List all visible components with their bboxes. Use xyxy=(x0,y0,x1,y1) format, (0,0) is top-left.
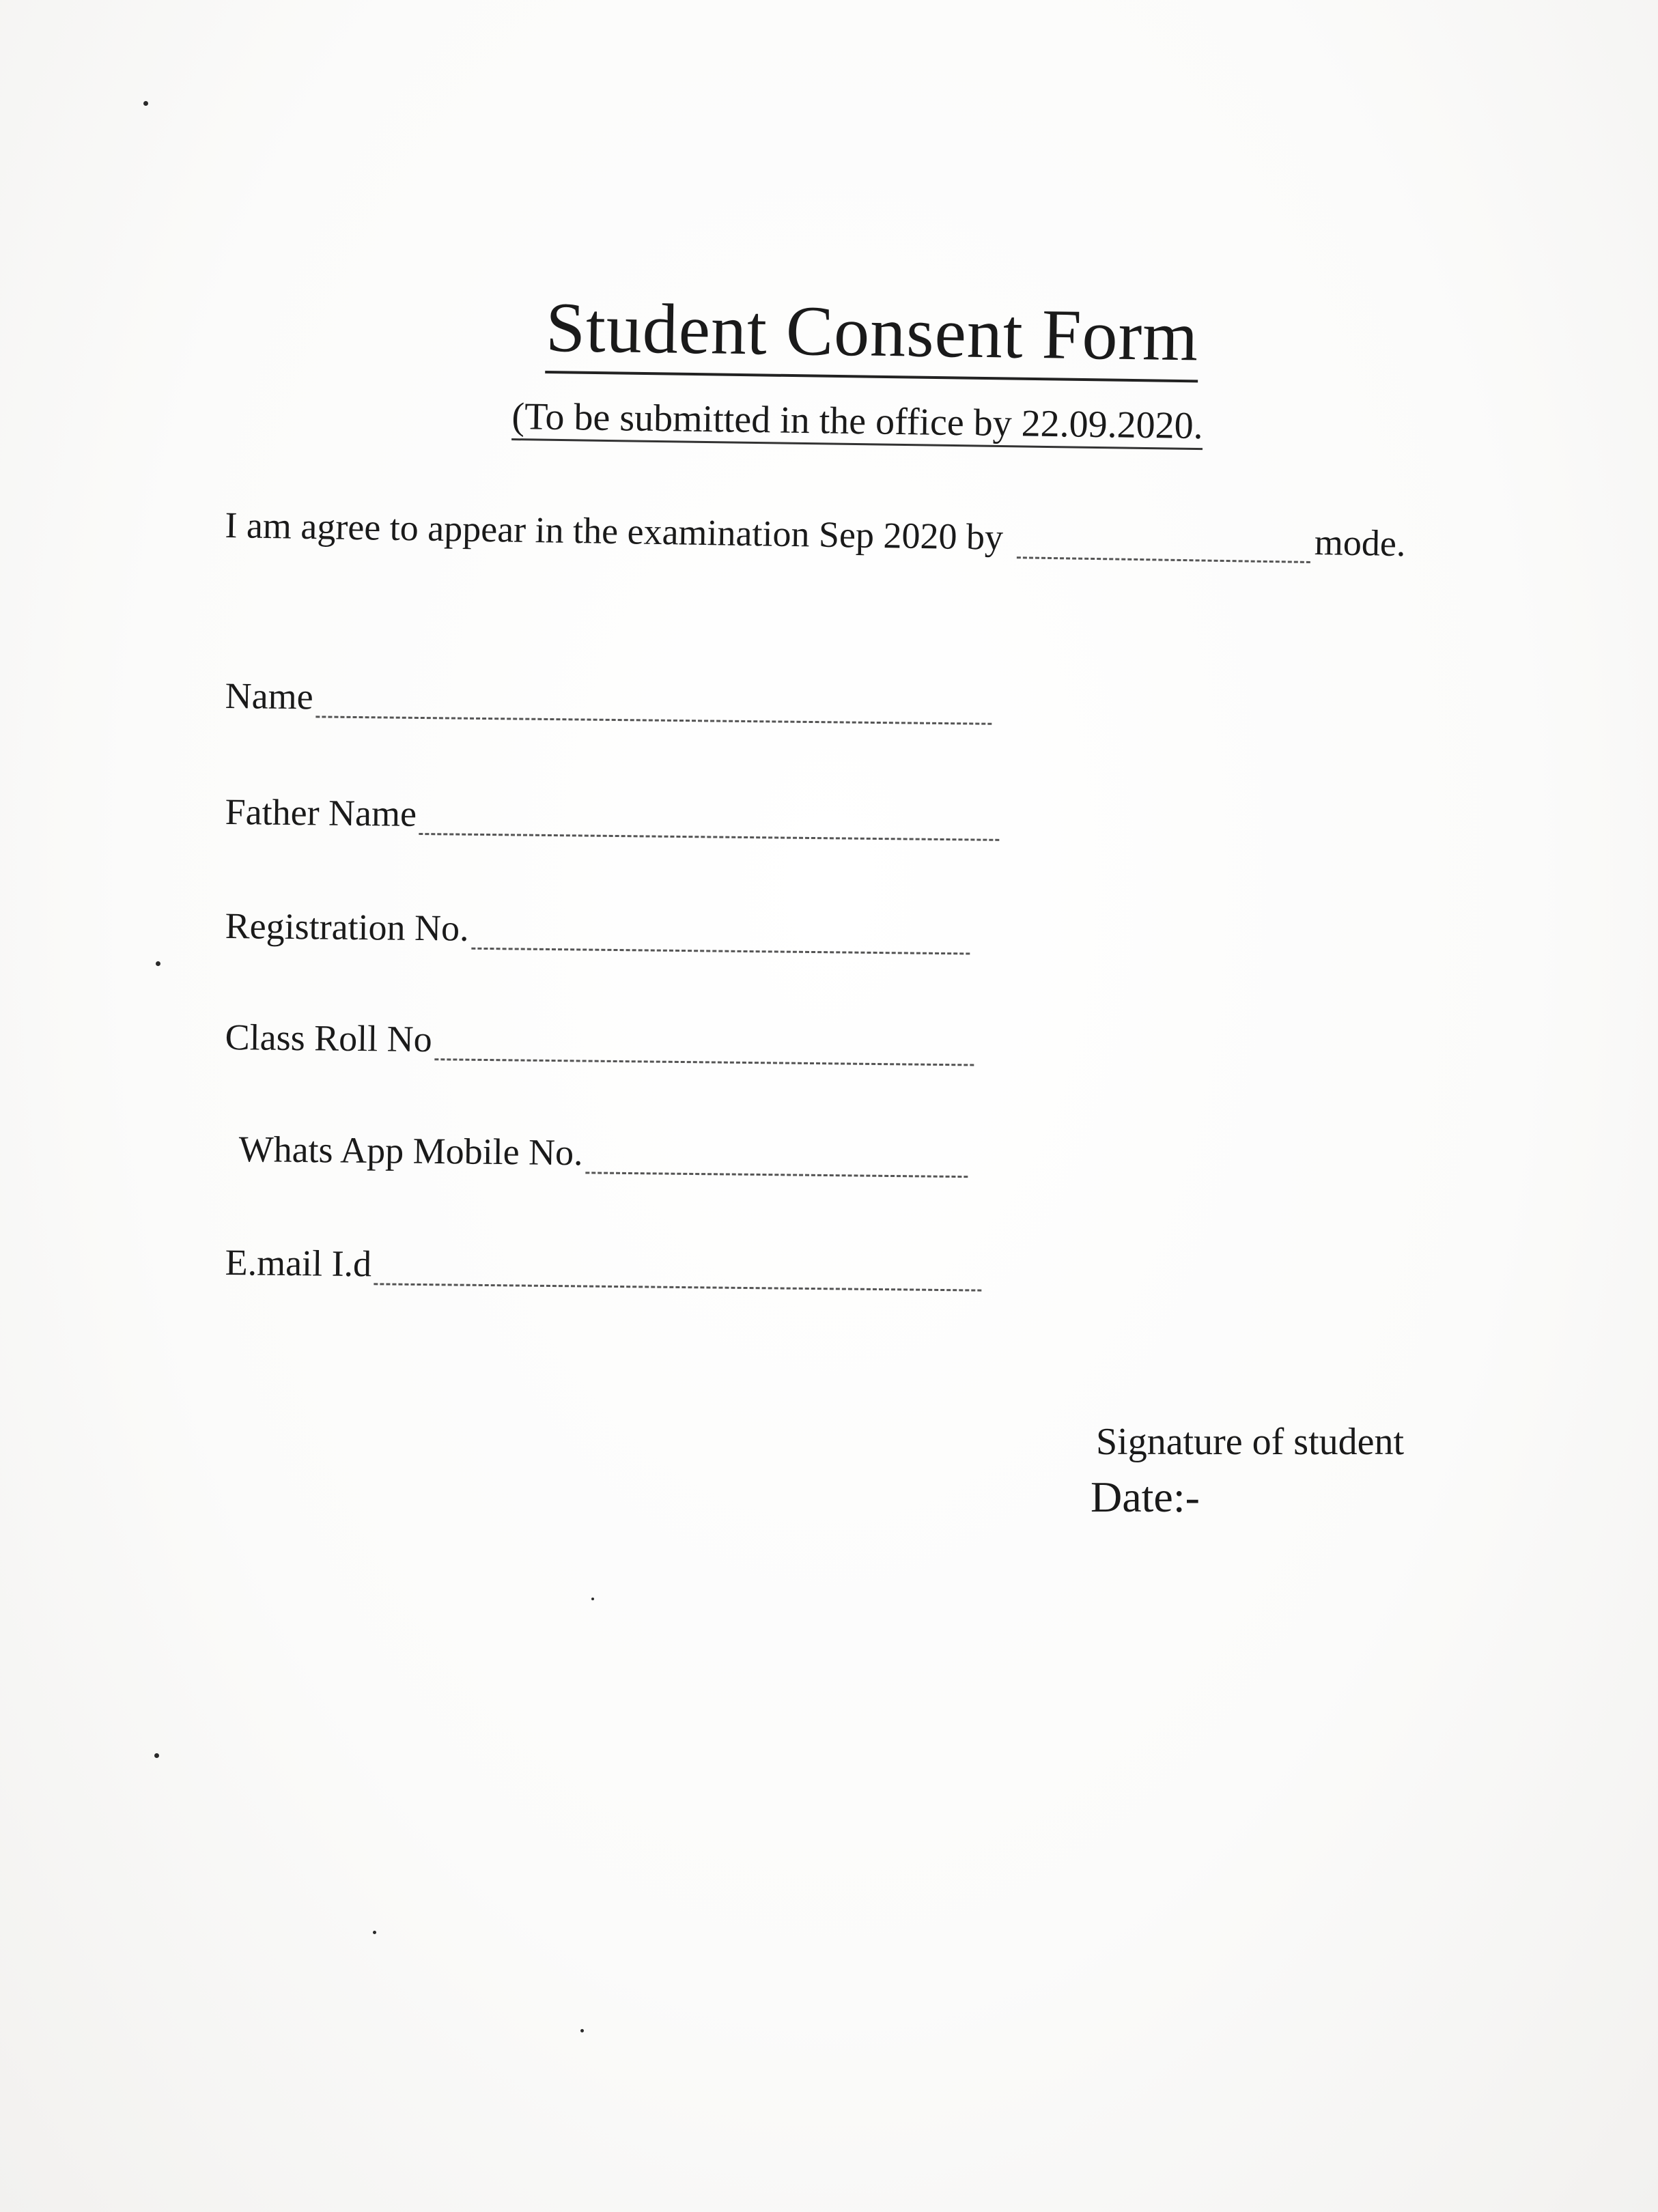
form-title: Student Consent Form xyxy=(545,287,1199,382)
whatsapp-mobile-label: Whats App Mobile No. xyxy=(238,1129,583,1174)
registration-no-label: Registration No. xyxy=(225,905,469,949)
scan-speck xyxy=(591,1598,594,1600)
agreement-text: I am agree to appear in the examination Sep 2020 by xyxy=(225,504,1004,558)
email-label: E.mail I.d xyxy=(225,1242,372,1285)
whatsapp-mobile-blank[interactable] xyxy=(585,1144,968,1178)
class-roll-no-field xyxy=(225,1016,974,1066)
father-name-blank[interactable] xyxy=(419,806,1000,841)
registration-no-blank[interactable] xyxy=(471,920,970,955)
scan-speck xyxy=(373,1931,376,1934)
signature-block xyxy=(1091,1420,1405,1522)
father-name-label: Father Name xyxy=(225,791,417,834)
scan-speck xyxy=(156,961,160,966)
email-field xyxy=(225,1241,982,1292)
scan-speck xyxy=(143,101,148,106)
father-name-field xyxy=(225,791,1000,841)
whatsapp-mobile-field xyxy=(238,1128,968,1178)
registration-no-field xyxy=(225,905,970,954)
class-roll-no-blank[interactable] xyxy=(434,1031,974,1066)
name-field xyxy=(225,675,992,725)
scan-speck xyxy=(580,2029,584,2032)
exam-mode-blank[interactable] xyxy=(1017,522,1311,563)
name-label: Name xyxy=(225,675,313,718)
signature-label: Signature of student xyxy=(1096,1421,1405,1463)
agreement-suffix: mode. xyxy=(1314,522,1406,565)
scan-speck xyxy=(154,1753,159,1758)
class-roll-no-label: Class Roll No xyxy=(225,1017,433,1060)
form-subtitle: (To be submitted in the office by 22.09.2020. xyxy=(511,395,1203,450)
date-label: Date:- xyxy=(1091,1473,1200,1521)
